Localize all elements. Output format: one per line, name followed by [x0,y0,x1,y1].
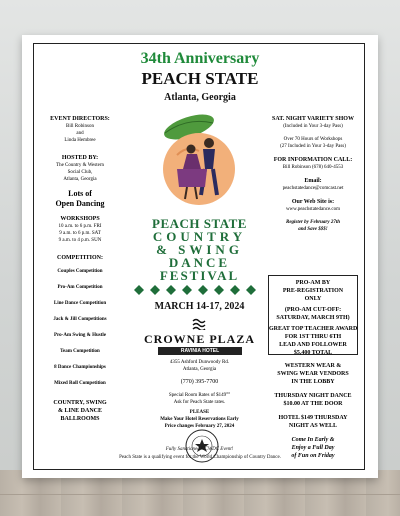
proam-line: PRO-AM BY [295,280,331,286]
proam-line: GREAT TOP TEACHER AWARD [269,326,358,332]
proam-line: LEAD AND FOLLOWER [279,342,347,348]
competition-item: Pro-Am Competition [57,285,103,290]
right-lower [268,362,358,460]
proam-line: (PRO-AM CUT-OFF: [284,307,342,313]
web-address[interactable]: www.peachstatedance.com [285,207,341,212]
hotel-thursday-line: NIGHT AS WELL [288,423,338,429]
host-line: The Country & Western [56,163,104,168]
dancers-peach-logo [147,107,252,212]
logo-line: FESTIVAL [159,268,240,283]
director-name: Bill Robinson [66,124,94,129]
workshop-time: 10 a.m. to 6 p.m. FRI [58,224,102,229]
event-title: PEACH STATE [141,69,259,88]
proam-line: SATURDAY, MARCH 9TH) [276,315,350,321]
open-dancing-line: Lots of [68,189,92,198]
hotel-sub: RAVINIA HOTEL [158,347,242,355]
logo-line: & SWING [156,242,243,257]
come-in-line: Come In Early & [291,437,335,443]
workshop-time: 9 a.m. to 4 p.m. SUN [58,238,102,243]
left-column [35,115,125,423]
open-dancing-line: Open Dancing [55,199,105,208]
hotel-info [132,359,267,430]
email-label: Email: [304,178,322,184]
proam-line: ONLY [304,296,322,302]
proam-line: PRE-REGISTRATION [282,288,344,294]
web-label: Our Web Site is: [291,199,335,205]
host-line: Social Club, [67,170,93,175]
event-location: Atlanta, Georgia [164,92,236,103]
variety-note: (Included in Your 3-day Pass) [283,124,343,129]
come-in-line: Enjoy a Full Day [291,445,335,451]
workshops-heading: WORKSHOPS [60,216,100,222]
workshop-time: 9 a.m. to 6 p.m. SAT [59,231,101,236]
thursday-line: THURSDAY NIGHT DANCE [274,393,352,399]
footer-note: Peach State is a qualifying event for the World Championship of Country Dance. [119,455,281,460]
proam-box [268,275,358,355]
host-line: Atlanta, Georgia [63,177,97,182]
hotel-address: Atlanta, Georgia [182,367,217,372]
hotel-name: CROWNE PLAZA [143,332,255,346]
ballrooms-line: COUNTRY, SWING [53,400,107,406]
hotel-address: 4355 Ashford Dunwoody Rd. [169,360,230,365]
poster [22,35,378,478]
event-dates: MARCH 14-17, 2024 [154,301,245,312]
ballrooms-line: & LINE DANCE [57,408,102,414]
proam-line: $5,400 TOTAL [293,350,333,356]
floor-seam [0,494,400,495]
competition-item: Pro-Am Swing & Hustle [54,333,106,338]
competition-item: Couples Competition [57,269,103,274]
sanctioned-note: Fully Sanctioned UCWDC Event! [165,447,234,452]
thursday-line: $10.00 AT THE DOOR [283,401,343,407]
competition-item: Jack & Jill Competitions [53,317,107,322]
info-phone: Bill Robinson (678) 640-4553 [282,165,344,170]
logo-line: DANCE [168,255,231,270]
register-line: and Save $$$! [298,227,328,232]
info-heading: FOR INFORMATION CALL: [273,157,353,163]
directors-heading: EVENT DIRECTORS: [50,116,110,122]
register-line: Register by February 27th [285,220,341,225]
hosted-heading: HOSTED BY: [61,155,99,161]
right-column [268,115,358,233]
variety-show: SAT. NIGHT VARIETY SHOW [272,116,354,122]
please-line: Price changes February 27, 2024 [164,424,235,429]
competition-item: Team Competition [60,349,100,354]
come-in-line: of Fun on Friday [291,453,335,459]
competition-heading: COMPETITION: [56,255,103,261]
director-name: Linda Hembree [64,138,96,143]
please-line: PLEASE [189,410,210,415]
ballrooms-line: BALLROOMS [60,416,100,422]
vendors-line: SWING WEAR VENDORS [277,371,349,377]
room-rate: Ask for Peach State rates. [173,400,226,405]
workshop-hours: Over 70 Hours of Workshops [283,137,343,142]
proam-line: FOR 1ST THRU 6TH [284,334,342,340]
email-address[interactable]: peachstatedance@comcast.net [282,186,344,191]
hotel-thursday-line: HOTEL $149 THURSDAY [278,415,348,421]
competition-item: 8 Dance Championships [54,365,106,370]
vendors-line: WESTERN WEAR & [284,363,342,369]
diamond-border [132,285,267,295]
crowne-plaza-wave-icon [192,318,206,330]
vendors-line: IN THE LOBBY [291,379,335,385]
please-line: Make Your Hotel Reservations Early [160,417,239,422]
room-rate: Special Room Rates of $149°° [168,393,231,398]
logo-line: COUNTRY [152,229,247,244]
competition-item: Line Dance Competition [53,301,107,306]
hotel-phone: (770) 395-7700 [180,379,219,385]
competition-item: Mixed Roll Competition [54,381,106,386]
director-and: and [76,131,84,136]
logo-line: PEACH STATE [152,216,247,231]
workshop-hours-note: (27 Included in Your 3-day Pass) [280,144,346,149]
anniversary-heading: 34th Anniversary [140,50,260,67]
